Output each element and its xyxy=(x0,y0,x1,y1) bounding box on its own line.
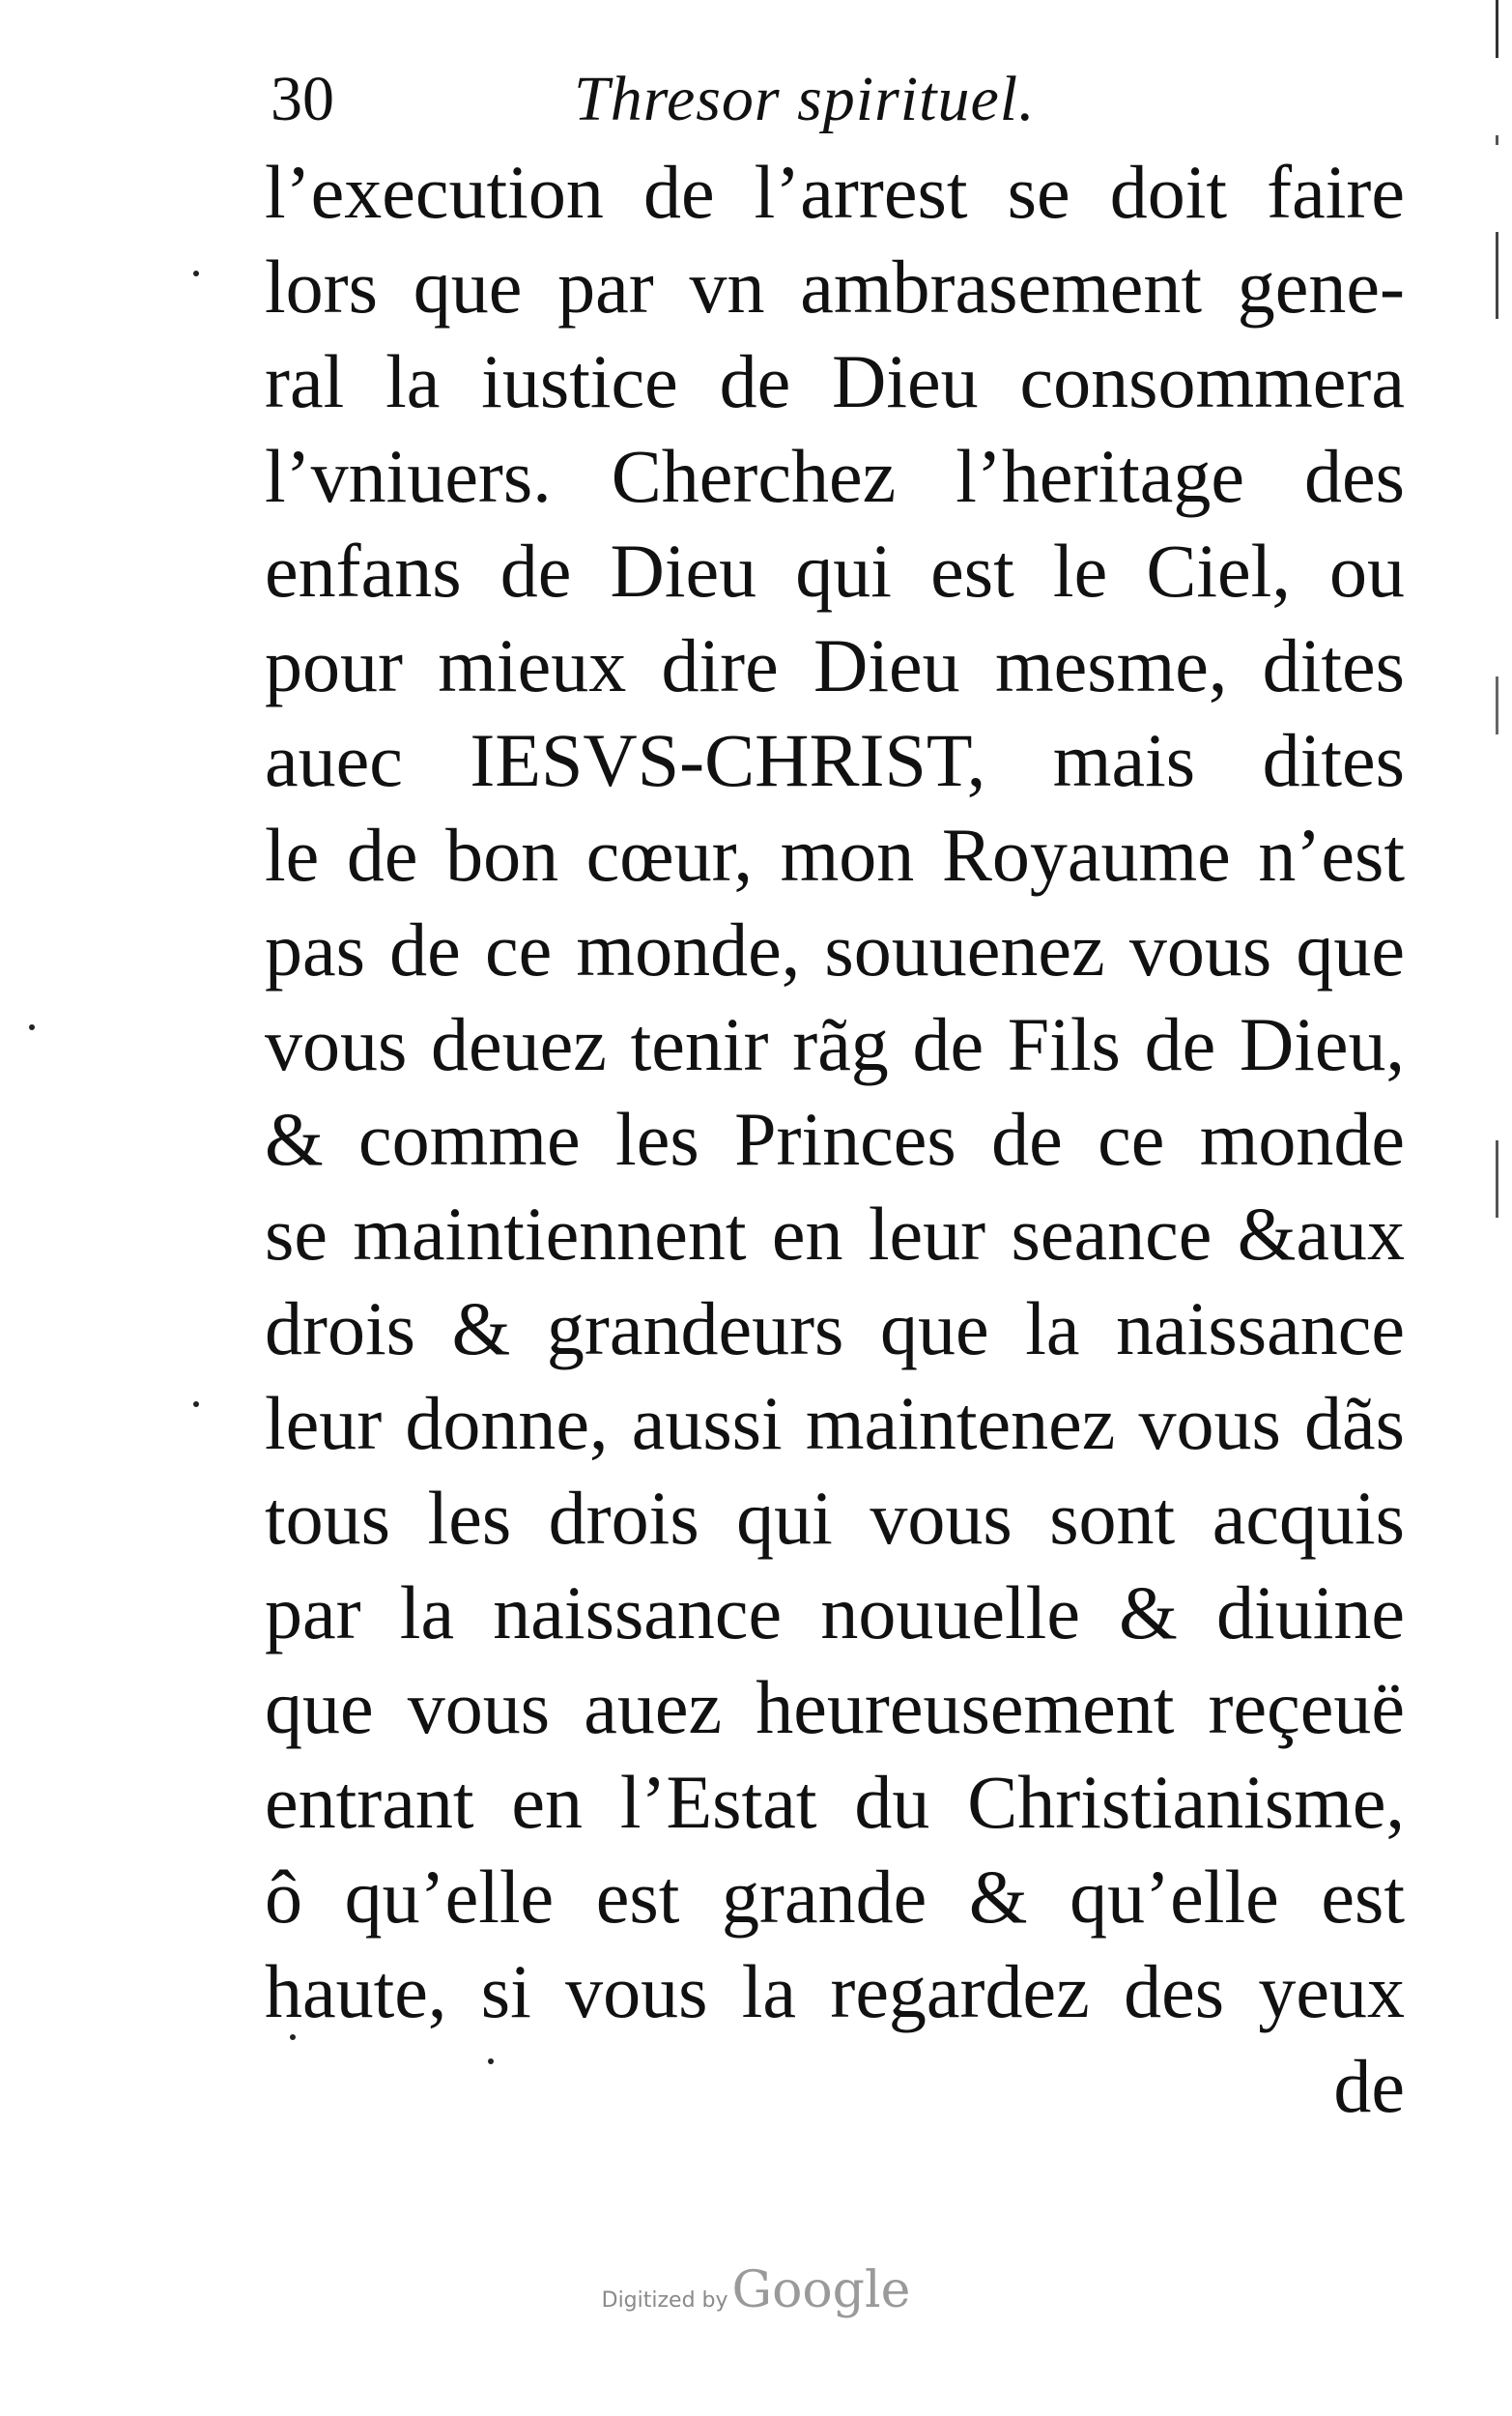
text-line: lors que par vn ambrasement gene- xyxy=(265,244,1405,329)
text-line: haute, si vous la regardez des yeux xyxy=(265,1949,1405,2033)
page-number: 30 xyxy=(271,64,334,134)
text-line: ral la iustice de Dieu consommera xyxy=(265,339,1405,423)
text-line: pas de ce monde, souuenez vous que xyxy=(265,907,1405,992)
text-line: auec IESVS-CHRIST, mais dites xyxy=(265,718,1405,802)
text-line: le de bon cœur, mon Royaume n’est xyxy=(265,813,1405,897)
text-line: l’vniuers. Cherchez l’heritage des xyxy=(265,434,1405,518)
ink-speck xyxy=(29,1024,35,1030)
text-line: pour mieux dire Dieu mesme, dites xyxy=(265,623,1405,707)
text-line: que vous auez heureusement reçeuë xyxy=(265,1665,1405,1749)
body-text xyxy=(265,145,1405,2134)
catchword: de xyxy=(1333,2044,1405,2128)
text-line: vous deuez tenir rãg de Fils de Dieu, xyxy=(265,1002,1405,1086)
text-line: leur donne, aussi maintenez vous dãs xyxy=(265,1381,1405,1465)
text-line: & comme les Princes de ce monde xyxy=(265,1097,1405,1181)
text-line: l’execution de l’arrest se doit faire xyxy=(265,150,1405,234)
running-title: Thresor spirituel. xyxy=(574,64,1036,134)
text-line: se maintiennent en leur seance &aux xyxy=(265,1192,1405,1276)
ink-speck xyxy=(193,271,199,276)
ink-speck xyxy=(193,1401,199,1407)
text-line: tous les drois qui vous sont acquis xyxy=(265,1476,1405,1560)
page-text-block xyxy=(265,56,1405,2134)
text-line: drois & grandeurs que la naissance xyxy=(265,1286,1405,1370)
text-line: enfans de Dieu qui est le Ciel, ou xyxy=(265,529,1405,613)
text-line: ô qu’elle est grande & qu’elle est xyxy=(265,1855,1405,1939)
running-head xyxy=(265,56,1405,143)
digitized-by-label: Digitized by xyxy=(601,2288,728,2313)
digitized-by-google-watermark xyxy=(0,2261,1512,2319)
text-line: par la naissance nouuelle & diuine xyxy=(265,1570,1405,1654)
page-edge-rule xyxy=(1496,0,1498,2416)
google-logo: Google xyxy=(731,2261,911,2319)
text-line: entrant en l’Estat du Christianisme, xyxy=(265,1760,1405,1844)
